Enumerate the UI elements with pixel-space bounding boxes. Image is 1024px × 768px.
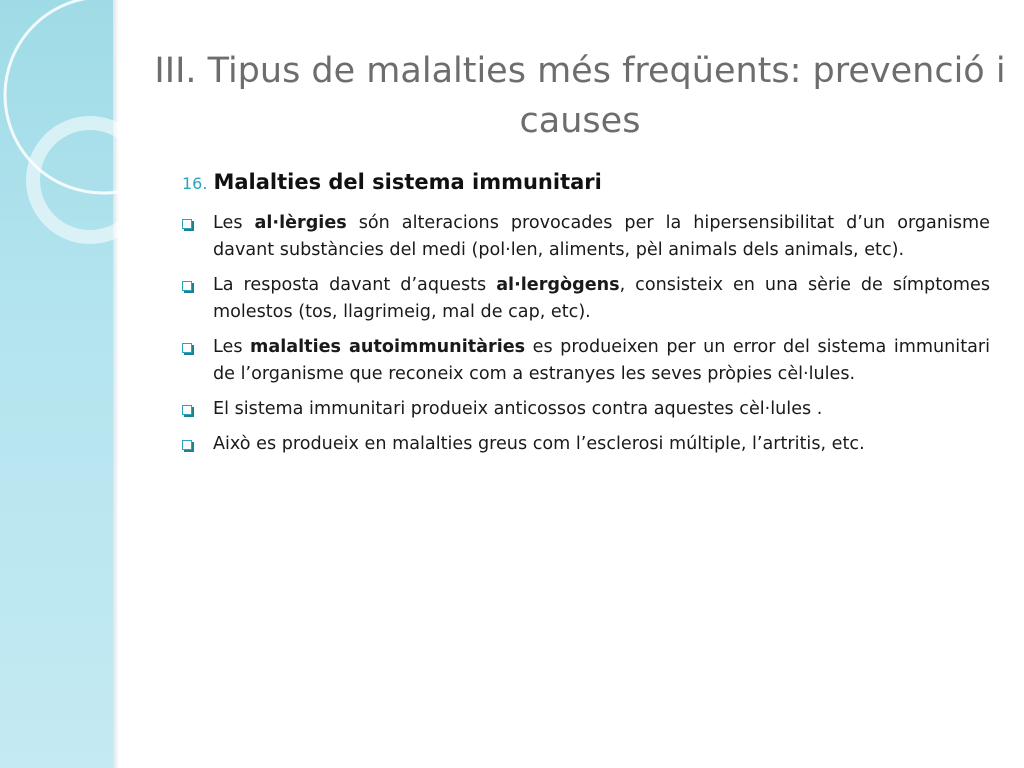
square-bullet-icon xyxy=(182,219,192,229)
ring-circle xyxy=(33,123,147,237)
bullet-text: Això es produeix en malalties greus com l’esclerosi múltiple, l’artritis, etc. xyxy=(213,434,865,454)
section-number: 16. xyxy=(182,174,208,193)
bullet-text: Les xyxy=(213,213,255,233)
bullet-text: són alteracions provocades per la hipersensibilitat d’un organisme davant substàncies del medi (pol·len, aliments, pèl animals dels animals, etc). xyxy=(213,213,991,260)
bullet-list xyxy=(180,210,990,466)
bullet-item xyxy=(180,396,990,423)
bullet-text: , consisteix en una sèrie de símptomes molestos (tos, llagrimeig, mal de cap, etc). xyxy=(213,275,990,322)
square-bullet-icon xyxy=(182,281,192,291)
bullet-text: es produeixen per un error del sistema immunitari de l’organisme que reconeix com a estranyes les seves pròpies cèl·lules. xyxy=(213,337,990,384)
square-bullet-icon xyxy=(182,343,192,353)
bullet-text: Les xyxy=(213,337,251,357)
square-bullet-icon xyxy=(182,440,192,450)
bullet-bold-term: malalties autoimmunitàries xyxy=(250,337,526,357)
section-heading-text: Malalties del sistema immunitari xyxy=(213,170,602,194)
bullet-item xyxy=(180,431,990,458)
square-bullet-icon xyxy=(182,405,192,415)
bullet-text: La resposta davant d’aquests xyxy=(213,275,497,295)
bullet-bold-term: al·lèrgies xyxy=(254,213,347,233)
bullet-bold-term: al·lergògens xyxy=(496,275,620,295)
bullet-item xyxy=(180,334,990,388)
bullet-item xyxy=(180,272,990,326)
bullet-item xyxy=(180,210,990,264)
slide-title: III. Tipus de malalties més freqüents: prevenció i causes xyxy=(154,51,1006,141)
bullet-text: El sistema immunitari produeix anticossos contra aquestes cèl·lules . xyxy=(213,399,823,419)
section-heading xyxy=(182,170,982,194)
